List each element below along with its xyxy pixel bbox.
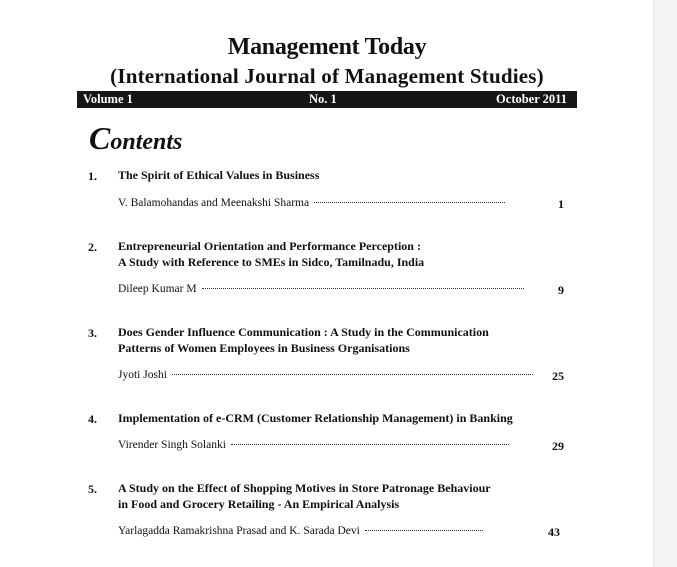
dot-leader (231, 443, 509, 445)
entry-title-line: A Study on the Effect of Shopping Motives in Store Patronage Behaviour (118, 481, 491, 495)
entry-author-row (118, 197, 505, 209)
entry-authors: Virender Singh Solanki (118, 439, 226, 451)
entry-authors: Jyoti Joshi (118, 369, 167, 381)
entry-page-number: 29 (552, 439, 564, 453)
entry-number: 4. (88, 412, 97, 426)
contents-heading-rest: ontents (110, 129, 183, 155)
dot-leader (172, 373, 533, 375)
entry-title[interactable] (118, 481, 491, 512)
contents-heading-initial: C (89, 120, 111, 156)
entry-author-row (118, 525, 483, 537)
issue-info-bar (77, 91, 577, 108)
entry-number: 5. (88, 482, 97, 496)
entry-title-line: Does Gender Influence Communication : A Study in the Communication (118, 325, 489, 339)
entry-page-number: 1 (558, 197, 564, 211)
entry-authors: Dileep Kumar M (118, 283, 197, 295)
dot-leader (202, 287, 524, 289)
entry-page-number: 9 (558, 283, 564, 297)
page-edge-margin (653, 0, 677, 567)
entry-title-line: A Study with Reference to SMEs in Sidco, Tamilnadu, India (118, 254, 425, 269)
issue-date-label: October 2011 (496, 92, 567, 106)
entry-number: 1. (88, 169, 97, 183)
entry-title[interactable] (118, 239, 424, 270)
entry-title[interactable] (118, 168, 319, 184)
journal-title: Management Today (227, 34, 427, 60)
entry-title[interactable] (118, 325, 489, 356)
entry-title[interactable] (118, 411, 513, 427)
dot-leader (365, 529, 483, 531)
contents-heading (89, 120, 182, 160)
entry-title-line: in Food and Grocery Retailing - An Empirical Analysis (118, 496, 400, 511)
entry-number: 2. (88, 240, 97, 254)
entry-title-line: Implementation of e-CRM (Customer Relationship Management) in Banking (118, 411, 513, 425)
entry-title-line: Entrepreneurial Orientation and Performance Perception : (118, 239, 421, 253)
journal-subtitle: (International Journal of Management Studies) (110, 64, 544, 88)
volume-label: Volume 1 (83, 92, 133, 106)
entry-authors: Yarlagadda Ramakrishna Prasad and K. Sarada Devi (118, 525, 360, 537)
entry-author-row (118, 283, 524, 295)
entry-authors: V. Balamohandas and Meenakshi Sharma (118, 197, 310, 209)
entry-author-row (118, 439, 509, 451)
entry-page-number: 25 (552, 369, 564, 383)
entry-number: 3. (88, 326, 97, 340)
entry-author-row (118, 369, 533, 381)
issue-number-label: No. 1 (309, 92, 337, 106)
entry-title-line: Patterns of Women Employees in Business Organisations (118, 340, 410, 355)
entry-page-number: 43 (548, 525, 560, 539)
entry-title-line: The Spirit of Ethical Values in Business (118, 168, 320, 182)
dot-leader (314, 201, 505, 203)
